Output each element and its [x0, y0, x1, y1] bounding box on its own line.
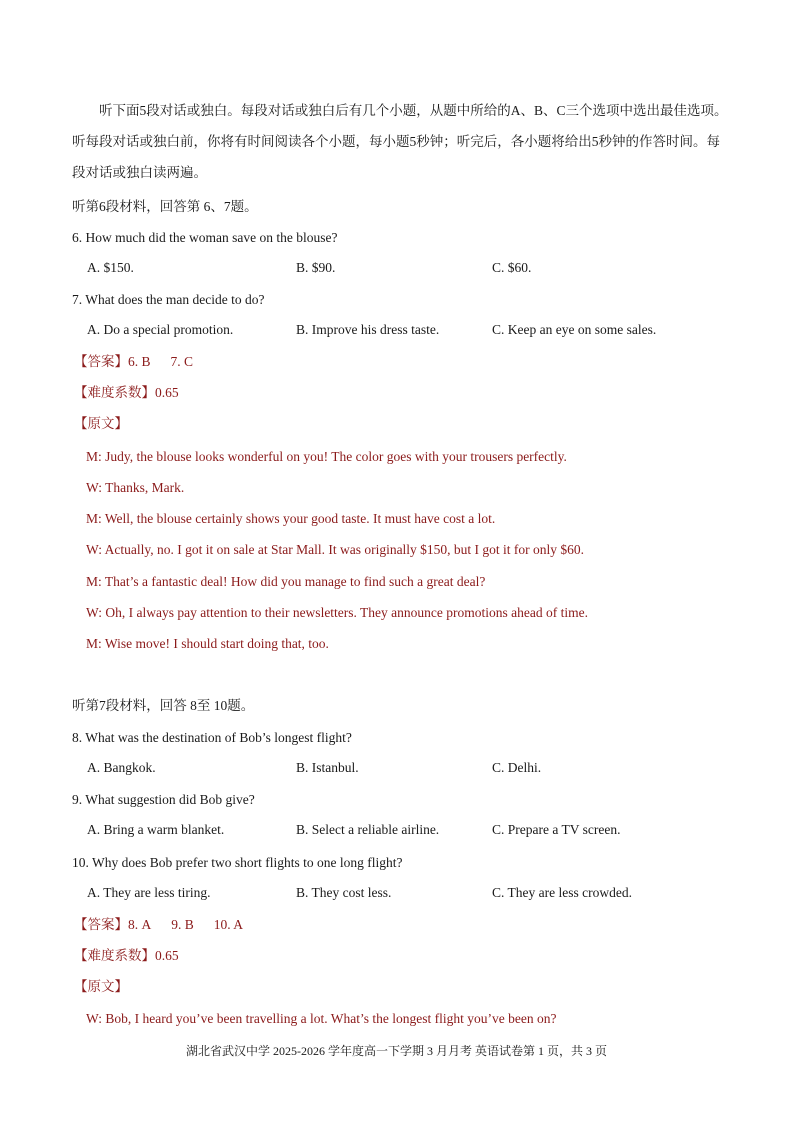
transcript-line: W: Bob, I heard you’ve been travelling a lot. What’s the longest flight you’ve been on? [86, 1011, 557, 1026]
q7-option-a: A. Do a special promotion. [87, 322, 234, 337]
answer-10: 10. A [213, 917, 244, 932]
q7-option-b: B. Improve his dress taste. [296, 322, 440, 337]
q10-option-b: B. They cost less. [296, 885, 392, 900]
answer-row-6-7 [74, 353, 193, 371]
transcript-line: W: Thanks, Mark. [86, 480, 185, 495]
section-instructions: 听下面5段对话或独白。每段对话或独白后有几个小题，从题中所给的A、B、C三个选项中选出最佳选项。听每段对话或独白前，你将有时间阅读各个小题，每小题5秒钟；听完后，各小题将给出5秒钟的作答时间。每段对话或独白读两遍。 [72, 103, 728, 180]
question-6: 6. How much did the woman save on the blouse? [72, 230, 338, 245]
section-6-heading: 听第6段材料，回答第 6、7题。 [72, 199, 258, 214]
answer-6: 6. B [128, 354, 151, 369]
q6-option-a: A. $150. [87, 260, 134, 275]
difficulty-label: 【难度系数】 [74, 385, 155, 400]
q6-option-b: B. $90. [296, 260, 336, 275]
page-footer: 湖北省武汉中学 2025-2026 学年度高一下学期 3 月月考 英语试卷第 1 页，共 3 页 [186, 1044, 607, 1058]
difficulty-label: 【难度系数】 [74, 948, 155, 963]
question-10: 10. Why does Bob prefer two short flights to one long flight? [72, 855, 403, 870]
q10-option-c: C. They are less crowded. [492, 885, 632, 900]
q9-option-c: C. Prepare a TV screen. [492, 822, 621, 837]
transcript-label: 【原文】 [74, 416, 128, 431]
transcript-line: M: Wise move! I should start doing that, too. [86, 636, 329, 651]
q10-option-a: A. They are less tiring. [87, 885, 211, 900]
q6-option-c: C. $60. [492, 260, 532, 275]
q7-option-c: C. Keep an eye on some sales. [492, 322, 657, 337]
transcript-line: M: Judy, the blouse looks wonderful on you! The color goes with your trousers perfectly. [86, 449, 567, 464]
transcript-line: W: Actually, no. I got it on sale at Star Mall. It was originally $150, but I got it for only $60. [86, 542, 585, 557]
q9-option-b: B. Select a reliable airline. [296, 822, 440, 837]
transcript-line: M: Well, the blouse certainly shows your good taste. It must have cost a lot. [86, 511, 496, 526]
answer-label: 【答案】 [74, 917, 128, 932]
section-7-heading: 听第7段材料，回答 8至 10题。 [72, 698, 255, 713]
answer-8: 8. A [128, 917, 152, 932]
q8-option-a: A. Bangkok. [87, 760, 156, 775]
answer-9: 9. B [171, 917, 194, 932]
q8-option-c: C. Delhi. [492, 760, 542, 775]
question-7: 7. What does the man decide to do? [72, 292, 265, 307]
q8-option-b: B. Istanbul. [296, 760, 359, 775]
answer-7: 7. C [170, 354, 194, 369]
difficulty-value: 0.65 [155, 948, 179, 963]
difficulty-row-8-10 [74, 947, 179, 965]
q9-option-a: A. Bring a warm blanket. [87, 822, 225, 837]
question-8: 8. What was the destination of Bob’s longest flight? [72, 730, 352, 745]
question-9: 9. What suggestion did Bob give? [72, 792, 255, 807]
difficulty-value: 0.65 [155, 385, 179, 400]
transcript-line: M: That’s a fantastic deal! How did you manage to find such a great deal? [86, 574, 486, 589]
transcript-line: W: Oh, I always pay attention to their newsletters. They announce promotions ahead of time. [86, 605, 588, 620]
answer-row-8-10 [74, 916, 243, 934]
answer-label: 【答案】 [74, 354, 128, 369]
transcript-label: 【原文】 [74, 979, 128, 994]
difficulty-row-6-7 [74, 384, 179, 402]
